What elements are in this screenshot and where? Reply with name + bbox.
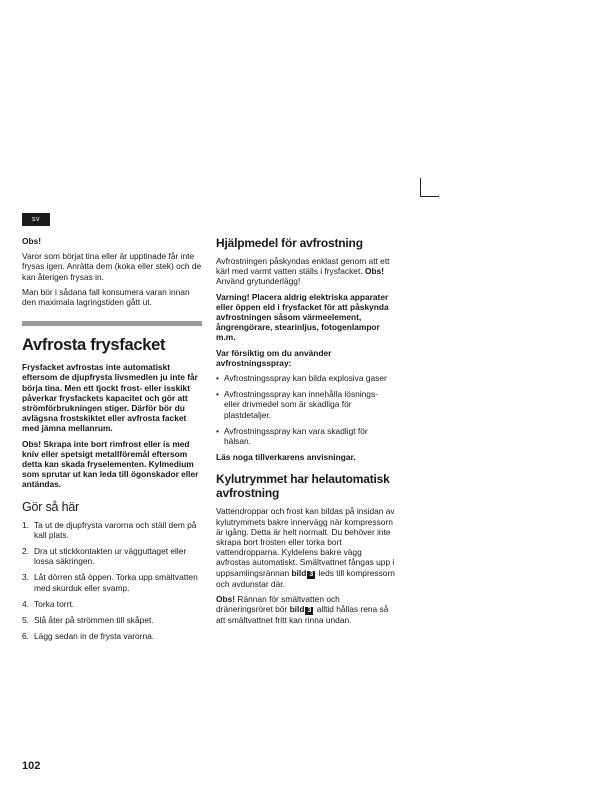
right-column — [216, 236, 396, 630]
language-badge: sv — [22, 213, 50, 226]
obs-title: Obs! — [22, 236, 42, 246]
warning-bold-paragraph: Obs! Skrapa inte bort rimfrost eller is med kniv eller spetsigt metallföremål eftersom detta kan skada fryselementen. Kylmedium som sprutar ut kan leda till ögonskador eller antändas. — [22, 438, 199, 490]
bullet-dot: • — [216, 425, 219, 436]
step-text: Ta ut de djupfrysta varorna och ställ dem på kall plats. — [34, 519, 197, 540]
step-number: 5. — [22, 615, 29, 626]
spray-bullet-list — [216, 373, 396, 446]
figure-ref-label: bild — [289, 604, 305, 615]
bullet-item — [216, 373, 396, 383]
steps-list — [22, 520, 202, 642]
left-column — [22, 236, 202, 647]
step-item — [22, 631, 202, 641]
auto-defrost-text: Vattendroppar och frost kan bildas på insidan av kylutrymmets bakre innervägg när kompressorn är igång. Detta är helt normalt. Du behöver inte skrapa bort frosten eller torka bort vattendropparna. Kyldelens bakre vägg avfrostas automatiskt. Smältvattnet fångas upp i uppsamlingsrännan — [216, 506, 395, 578]
figure-ref-label: bild — [291, 567, 307, 578]
obs-paragraph-1: Varor som börjat tina eller är upptinade får inte frysas igen. Anrätta dem (koka eller stek) och de kan återigen frysas in. — [22, 251, 202, 282]
bullet-dot: • — [216, 373, 219, 384]
obs-label: Obs! — [364, 266, 385, 277]
step-item — [22, 599, 202, 609]
read-instructions: Läs noga tillverkarens anvisningar. — [216, 452, 356, 463]
bullet-text: Avfrostningsspray kan vara skadligt för hälsan. — [224, 425, 368, 447]
auto-defrost-text-end: leds till kompressorn och avdunstar där. — [216, 567, 395, 589]
obs-paragraph-2: Man bör i sådana fall konsumera varan innan den maximala lagringstiden gått ut. — [22, 286, 190, 308]
page-number: 102 — [22, 760, 41, 772]
obs-label: Obs! — [216, 593, 236, 604]
step-item — [22, 546, 202, 566]
step-number: 1. — [22, 519, 29, 530]
step-number: 3. — [22, 572, 29, 583]
step-number: 2. — [22, 546, 29, 557]
warning-paragraph: Varning! Placera aldrig elektriska apparater eller öppen eld i frysfacket för att påskynda avfrostningen såsom värmeelement, ångrengörare, stearinljus, fotogenlampor m.m. — [216, 291, 389, 343]
step-text: Torka torrt. — [34, 598, 75, 609]
steps-heading: Gör så här — [22, 499, 80, 514]
defrost-aids-text: Avfrostningen påskyndas enklast genom att ett kärl med varmt vatten ställs i frysfacket. — [216, 256, 390, 277]
step-text: Dra ut stickkontakten ur vägguttaget eller lossa säkringen. — [34, 546, 187, 567]
crop-corner-mark — [420, 178, 439, 197]
bullet-item — [216, 389, 396, 420]
auto-defrost-paragraph — [216, 506, 396, 588]
drain-text: Rännan för smältvatten och dräneringsröret bör — [216, 593, 340, 615]
step-item — [22, 572, 202, 592]
defrost-aids-heading: Hjälpmedel för avfrostning — [216, 236, 363, 250]
bullet-item — [216, 426, 396, 446]
step-number: 4. — [22, 598, 29, 609]
section-heading: Avfrosta frysfacket — [22, 336, 166, 355]
figure-number-badge: 3 — [307, 607, 312, 615]
bullet-text: Avfrostningsspray kan innehålla lösnings- eller drivmedel som är skadliga för plastdetaljer. — [224, 389, 378, 420]
step-text: Låt dörren stå öppen. Torka upp smältvatten med skurduk eller svamp. — [34, 572, 198, 593]
spray-caution: Var försiktig om du använder avfrostningsspray: — [216, 347, 332, 368]
intro-bold-paragraph: Frysfacket avfrostas inte automatiskt eftersom de djupfrysta livsmedlen ju inte får börja tina. Men ett tjockt frost- eller isskikt påverkar frysfackets kapacitet och gör att strömförbrukningen stiger. Därför bör du avlägsna frostskiktet eller avfrosta facket med jämna mellanrum. — [22, 362, 198, 434]
step-text: Lägg sedan in de frysta varorna. — [34, 631, 155, 642]
step-item — [22, 520, 202, 540]
auto-defrost-heading: Kylutrymmet har helautomatisk avfrostning — [216, 472, 390, 501]
figure-number-badge: 3 — [309, 570, 314, 578]
defrost-aids-paragraph — [216, 256, 396, 287]
section-divider — [22, 321, 202, 326]
drain-text-end: alltid hållas rena så att smältvattnet fritt kan rinna undan. — [216, 604, 389, 626]
step-text: Slå åter på strömmen till skåpet. — [34, 615, 154, 626]
drain-paragraph — [216, 594, 396, 625]
bullet-text: Avfrostningsspray kan bilda explosiva gaser — [224, 373, 387, 384]
step-number: 6. — [22, 631, 29, 642]
step-item — [22, 615, 202, 625]
bullet-dot: • — [216, 389, 219, 400]
pot-holder-text: Använd grytunderlägg! — [216, 276, 301, 287]
